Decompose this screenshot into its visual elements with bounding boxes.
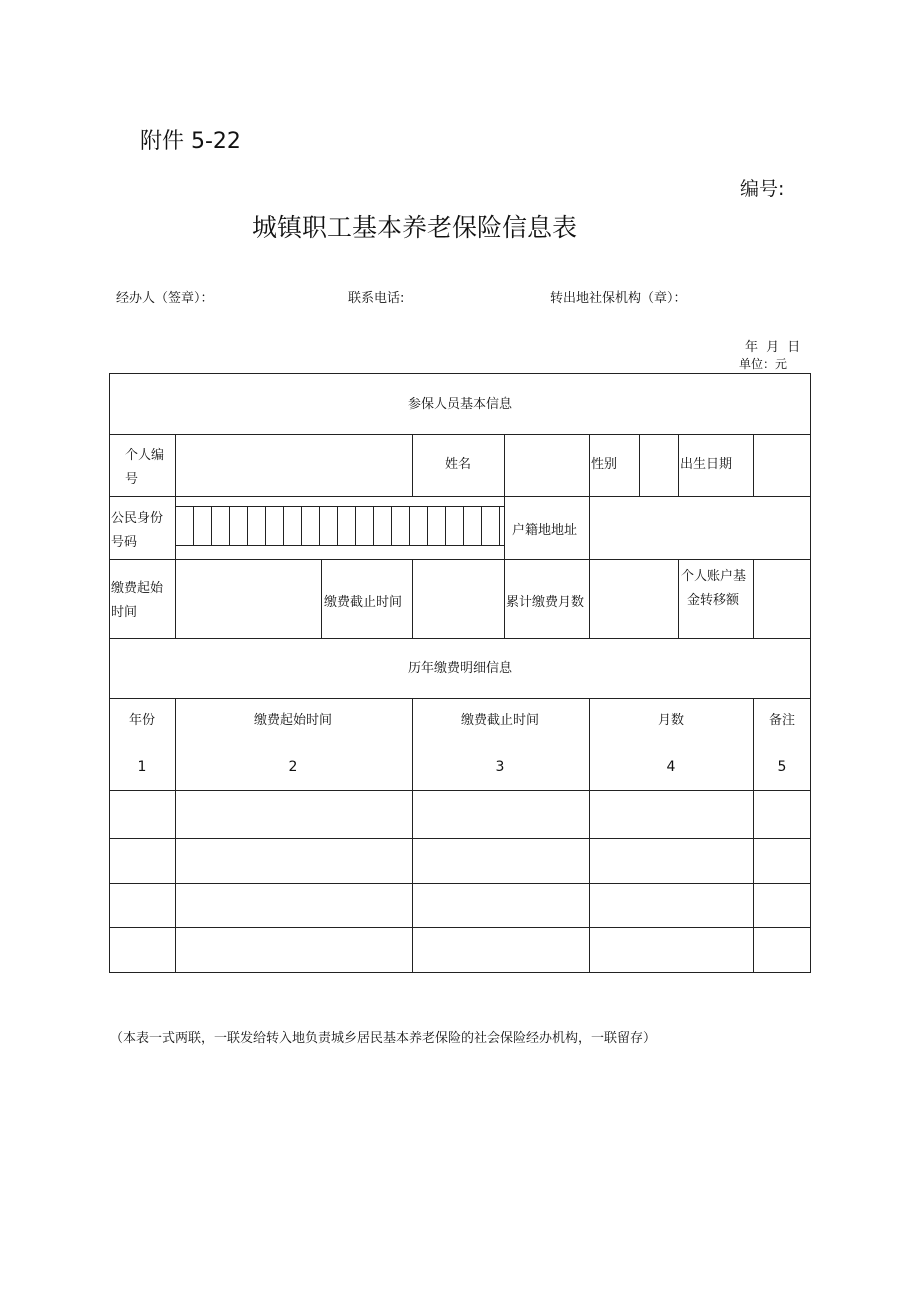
col-number: 4 — [666, 759, 676, 775]
id-digit-box[interactable] — [211, 506, 230, 546]
id-digit-box[interactable] — [481, 506, 500, 546]
col-divider — [678, 559, 679, 638]
row-divider — [109, 883, 811, 884]
hukou-address-label: 户籍地地址 — [512, 523, 578, 538]
col-divider — [321, 559, 322, 638]
row-divider — [109, 698, 811, 699]
col-header-pay-end: 缴费截止时间 — [460, 713, 540, 728]
col-divider — [753, 559, 754, 638]
table-border-bottom — [109, 972, 811, 973]
row-divider — [109, 838, 811, 839]
basic-info-heading: 参保人员基本信息 — [407, 397, 513, 412]
gender-label: 性别 — [591, 457, 618, 472]
row-divider — [109, 559, 811, 560]
info-form-table — [109, 373, 811, 973]
col-divider — [412, 434, 413, 496]
id-digit-box[interactable] — [373, 506, 392, 546]
row-divider — [109, 790, 811, 791]
id-digit-box[interactable] — [283, 506, 302, 546]
citizen-id-label-cont: 号码 — [111, 535, 138, 550]
footer-note: （本表一式两联，一联发给转入地负责城乡居民基本养老保险的社会保险经办机构，一联留存） — [110, 1031, 657, 1046]
personal-number-label-cont: 号 — [125, 472, 139, 487]
account-fund-label-cont: 金转移额 — [687, 593, 740, 608]
col-divider — [678, 434, 679, 496]
col-divider — [589, 434, 590, 496]
col-divider — [175, 698, 176, 973]
contact-phone-label: 联系电话: — [348, 291, 405, 306]
col-divider — [589, 496, 590, 559]
row-divider — [109, 638, 811, 639]
id-digit-box[interactable] — [247, 506, 266, 546]
col-number: 1 — [137, 759, 147, 775]
serial-number-label: 编号: — [740, 178, 785, 200]
col-divider — [589, 698, 590, 973]
col-number: 2 — [288, 759, 298, 775]
col-number: 3 — [495, 759, 505, 775]
row-divider — [109, 434, 811, 435]
col-number: 5 — [777, 759, 787, 775]
id-digit-box[interactable] — [319, 506, 338, 546]
row-divider — [109, 496, 811, 497]
col-header-remarks: 备注 — [768, 713, 796, 728]
citizen-id-label: 公民身份 — [111, 511, 164, 526]
id-digit-box[interactable] — [427, 506, 446, 546]
row-divider — [109, 927, 811, 928]
pay-start-label: 缴费起始 — [111, 581, 164, 596]
personal-number-label: 个人编 — [125, 448, 165, 463]
id-digit-box[interactable] — [409, 506, 428, 546]
unit-label: 单位：元 — [739, 357, 788, 371]
col-divider — [639, 434, 640, 496]
name-label: 姓名 — [444, 457, 472, 472]
col-divider — [504, 434, 505, 638]
form-title: 城镇职工基本养老保险信息表 — [252, 213, 578, 242]
id-digit-box[interactable] — [229, 506, 248, 546]
transfer-agency-label: 转出地社保机构（章）： — [550, 291, 687, 306]
payment-detail-heading: 历年缴费明细信息 — [407, 661, 513, 676]
id-digit-box[interactable] — [391, 506, 410, 546]
attachment-label: 附件 5-22 — [140, 129, 241, 154]
birth-date-label: 出生日期 — [680, 457, 733, 472]
handler-signature-label: 经办人（签章）： — [116, 291, 214, 306]
col-divider — [753, 698, 754, 973]
col-header-pay-start: 缴费起始时间 — [253, 713, 333, 728]
id-digit-box[interactable] — [301, 506, 320, 546]
id-digit-box[interactable] — [337, 506, 356, 546]
id-digit-box[interactable] — [193, 506, 212, 546]
id-digit-box[interactable] — [355, 506, 374, 546]
id-digit-box[interactable] — [463, 506, 482, 546]
col-divider — [412, 698, 413, 973]
date-label: 年 月 日 — [745, 340, 803, 355]
id-digit-box[interactable] — [445, 506, 464, 546]
table-border-top — [109, 373, 811, 374]
col-divider — [412, 559, 413, 638]
total-months-label: 累计缴费月数 — [506, 595, 585, 610]
id-digit-box[interactable] — [175, 506, 194, 546]
col-header-months: 月数 — [657, 713, 685, 728]
account-fund-label: 个人账户基 — [681, 569, 747, 584]
col-divider — [589, 559, 590, 638]
col-divider — [753, 434, 754, 496]
col-header-year: 年份 — [128, 713, 156, 728]
pay-start-label-cont: 时间 — [111, 605, 138, 620]
pay-end-label: 缴费截止时间 — [324, 595, 403, 610]
id-digit-box[interactable] — [265, 506, 284, 546]
